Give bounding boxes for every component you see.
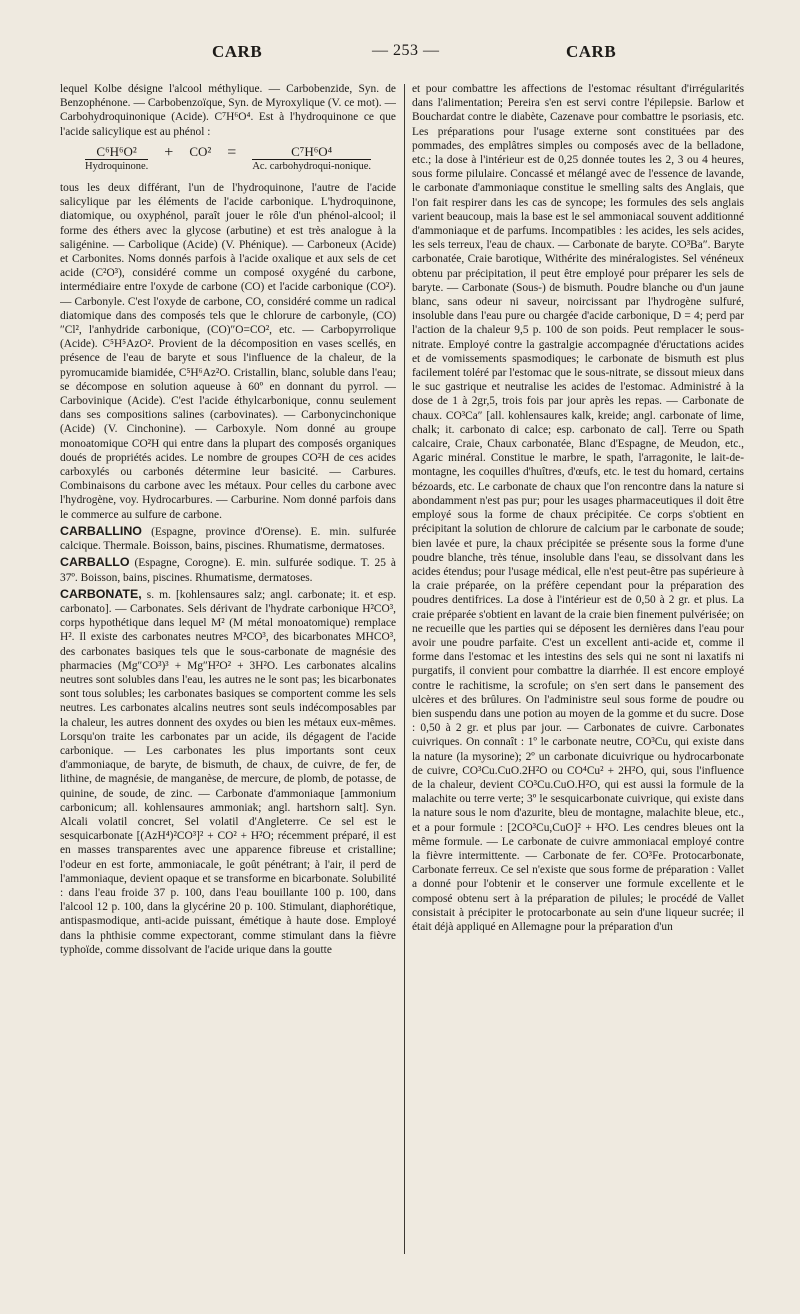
entry-headword: CARBALLO bbox=[60, 555, 130, 570]
entry-text: (Espagne, province d'Orense). E. min. sulfurée calcique. Thermale. Boisson, bains, piscines. Rhumatisme, dermatoses. bbox=[60, 525, 396, 553]
formula-lhs-caption: Hydroquinone. bbox=[84, 161, 149, 173]
entry-headword: CARBALLINO bbox=[60, 523, 142, 538]
formula-term bbox=[252, 145, 371, 173]
paragraph: lequel Kolbe désigne l'alcool méthylique. — Carbobenzide, Syn. de Benzophénone. — Carbobenzoïque, Syn. de Myroxylique (V. ce mot). — Carbohydroquinonique (Acide). C⁷H⁶O⁴. Est à l'hydroquinone ce que l'acide salicylique est au phénol : bbox=[60, 83, 396, 138]
formula-lhs: C⁶H⁶O² bbox=[96, 143, 137, 159]
formula-rhs-caption: Ac. carbohydroqui-nonique. bbox=[252, 161, 371, 173]
entry-text: s. m. [kohlensaures salz; angl. carbonate; it. et esp. carbonato]. — Carbonates. Sels dérivant de l'hydrate carbonique H²CO³, corps hypothétique dans lequel M² (M métal monoatomique) remplace H². Il existe des carbonates neutres M²CO³, des bicarbonates MHCO³, des carbonates basiques tels que le sous-carbonate de magnésie des pharmacies (Mg″CO³)³ + Mg″H²O² + 3H²O. Les carbonates alcalins neutres sont solubles dans l'eau, les autres ne le sont pas; les bicarbonates sont tous solubles; les carbonates basiques se comportent comme les sels neutres. Les carbonates alcalins neutres sont seuls indécomposables par la chaleur, les autres donnent des oxydes ou bien les métaux eux-mêmes. Lorsqu'on traite les carbonates par un acide, ils dégagent de l'acide carbonique. — Les carbonates les plus importants sont ceux d'ammoniaque, de baryte, de bismuth, de chaux, de cuivre, de fer, de lithine, de magnésie, de manganèse, de mercure, de plomb, de potasse, de quinine, de soude, de zinc. — Carbonate d'ammoniaque [ammonium carbonicum; all. kohlensaures ammoniak; angl. hartshorn salt]. Syn. Alcali volatil concret, Sel volatil d'Angleterre. Ce sel est le sesquicarbonate [(AzH⁴)²CO³]² + CO² + H²O; récemment préparé, il est en masses transparentes avec une apparence fibreuse et cristalline; l'odeur en est forte, ammoniacale, le goût pénétrant; à l'air, il perd de l'ammoniaque, devient opaque et se transforme en bicarbonate. Solubilité : dans l'eau froide 37 p. 100, dans l'eau bouillante 100 p. 100, dans l'alcool 12 p. 100, dans la glycérine 20 p. 100. Stimulant, diaphorétique, antispasmodique, anti-acide puissant, émétique à haute dose. Employé dans la phthisie comme expectorant, comme stimulant dans la fièvre typhoïde, comme dissolvant de l'acide urique dans la goutte bbox=[60, 588, 396, 956]
column-divider bbox=[404, 84, 405, 1254]
right-column bbox=[412, 82, 744, 1262]
formula-term bbox=[85, 145, 148, 173]
entry-carbonate bbox=[60, 587, 396, 957]
left-column bbox=[60, 82, 396, 1262]
reaction-formula bbox=[60, 145, 396, 173]
paragraph: et pour combattre les affections de l'estomac résultant d'irrégularités dans l'alimentation; Pereira s'en est servi contre l'épilepsie. Barlow et Bouchardat contre le diabète, Cazenave pour combattre le psoriasis, etc. Les préparations pour l'usage externe sont constituées par des pommades, des emplâtres simples ou composés avec de la belladone, etc.; la dose à l'intérieur est de 0,25 donnée toutes les 2, 3 ou 4 heures, sous forme pilulaire. Concassé et mélangé avec de l'essence de lavande, le carbonate d'ammoniaque constitue le smelling salts des Anglais, que l'on fait respirer dans les cas de syncope; les formules des sels anglais varient beaucoup, mais la base est le sel ammoniacal souvent additionné d'ammoniaque et de parfums. Incompatibles : les acides, les sels acides, les sels terreux, l'eau de chaux. — Carbonate de baryte. CO³Ba″. Baryte carbonatée, Craie barotique, Withérite des minéralogistes. Sel vénéneux obtenu par précipitation, il peut être employé pour préparer les sels de baryte. — Carbonate (Sous-) de bismuth. Poudre blanche ou d'un jaune blanc, sans odeur ni saveur, noircissant par l'hydrogène sulfuré, insoluble dans l'eau pure ou chargée d'acide carbonique, D = 4; perd par l'action de la chaleur 9,5 p. 100 de son poids. Peut remplacer le sous-nitrate. Employé contre la gastralgie accompagnée d'éructations acides et de vomissements spasmodiques; le carbonate de bismuth est plus facilement toléré par l'estomac que le sous-nitrate, se dissout mieux dans le suc gastrique et neutralise les acides de l'estomac. Administré à la dose de 1 à 2gr,5, trois fois par jour après les repas. — Carbonate de chaux. CO³Ca″ [all. kohlensaures kalk, kreide; angl. carbonate of lime, chalk; it. carbonato di calce; esp. carbonato de cal]. Terre ou Spath calcaire, Craie, Chaux carbonatée, Blanc d'Espagne, de Meudon, etc., Agaric minéral. Constitue le marbre, le spath, l'arragonite, le lait-de-montagne, les coquilles d'huîtres, d'œufs, etc. le test du homard, certains bézoards, etc. Le carbonate de chaux que l'on rencontre dans la nature si abondamment n'est pas pur; pour les usages pharmaceutiques il doit être employé sous la forme de chaux précipitée. Ce corps s'obtient en précipitant la solution de chlorure de calcium par le carbonate de soude; bien lavée et pure, la chaux précipitée se présente sous la forme d'une poudre blanche, très ténue, insoluble dans l'eau, se dissolvant dans les acides étendus; pour l'usage médical, elle n'est peut-être pas supérieure à la craie préparée, on la préfère cependant pour la préparation des poudres dentifrices. La dose à l'intérieur est de 0,50 à 2 gr. et plus. La craie préparée s'obtient en lavant de la craie bien finement pulvérisée; on ne recueille que les parties qui se déposent les dernières dans l'eau pour avoir une poudre parfaite. C'est un excellent anti-acide et, comme il forme dans l'estomac et les intestins des sels qui ne sont ni laxatifs ni purgatifs, il convient pour combattre la diarrhée. Il est encore employé contre le rachitisme, la scrofule; on s'en sert dans le pansement des ulcères et des brûlures. On l'administre seul sous forme de poudre ou bien suspendu dans une potion au moyen de la gomme et du sucre. Dose : 0,50 à 2 gr. et plus par jour. — Carbonates de cuivre. Carbonates cuivriques. On connaît : 1º le carbonate neutre, CO³Cu, qui existe dans la nature (la mysorine); 2º un carbonate dicuivrique ou hydrocarbonate de cuivre, CO³Cu.CuO.2H²O ou CO⁴Cu² + 2H²O, qui, sous l'influence de la chaleur, devient CO³Cu.CuO.H²O, qui est aussi la formule de la malachite ou terre verte; 3º le sesquicarbonate cuivrique, qui existe dans la nature sous le nom d'azurite, bleu de montagne, malachite bleue, etc., et a pour formule : [2CO³Cu,CuO]² + H²O. Les cendres bleues ont la même formule. — Le carbonate de cuivre ammoniacal employé contre la fièvre intermittente. — Carbonate de fer. CO³Fe. Protocarbonate, Carbonate ferreux. Ce sel n'existe que sous forme de préparation : Vallet a donné pour l'obtenir et le conserver une formule excellente et le composé obtenu sert à la préparation de pilules; le procédé de Vallet consistait à précipiter le protocarbonate au sein d'une liqueur sucrée; il était déjà appliqué en Allemagne pour la préparation d'un bbox=[412, 83, 744, 933]
running-head-right: CARB bbox=[566, 42, 617, 61]
paragraph: tous les deux différant, l'un de l'hydroquinone, l'autre de l'acide salicylique par les éléments de l'acide carbonique. L'hydroquinone, diatomique, ou oxyphénol, paraît jouer le rôle d'un phénol-alcool; il forme des éthers avec la glycose (arbutine) et est très analogue à la saligénine. — Carbolique (Acide) (V. Phénique). — Carboneux (Acide) et Carbonites. Noms donnés parfois à l'acide oxalique et aux sels de cet acide (C²O³), considéré comme un composé oxygéné du carbone, intermédiaire entre l'oxyde de carbone (CO) et l'acide carbonique (CO²). — Carbonyle. C'est l'oxyde de carbone, CO, considéré comme un radical diatomique dans des composés tels que le chlorure de carbonyle, (CO)″Cl², l'anhydride carbonique, (CO)″O=CO², etc. — Carbopyrrolique (Acide). C⁵H⁵AzO². Provient de la décomposition en vases scellés, en présence de l'eau de baryte et sous l'influence de la chaleur, de la pyromucamide biamidée, C⁵H⁶Az²O. Cristallin, blanc, soluble dans l'eau; se décompose en solution aqueuse à 60º en donnant du pyrrol. — Carbovinique (Acide). C'est l'acide éthylcarbonique, connu seulement dans ses compositions salines (carbovinates). — Carbonycinchonique (Acide) (V. Cinchonine). — Carboxyle. Nom donné au groupe monoatomique CO²H qui entre dans la plupart des composés organiques doués de propriétés acides. Le nombre de groupes CO²H de ces acides carboxylés ou carbonés détermine leur basicité. — Carbures. Combinaisons du carbone avec les métaux. Pour celles du carbone avec l'hydrogène, voy. Hydrocarbures. — Carburine. Nom donné parfois dans le commerce au sulfure de carbone. bbox=[60, 182, 396, 521]
entry-headword: CARBONATE, bbox=[60, 586, 142, 601]
running-head-left: CARB bbox=[212, 42, 263, 61]
entry-text: (Espagne, Corogne). E. min. sulfurée sodique. T. 25 à 37º. Boisson, bains, piscines. Rhumatisme, dermatoses. bbox=[60, 557, 396, 584]
formula-rhs: C⁷H⁶O⁴ bbox=[291, 143, 333, 159]
entry-carballino bbox=[60, 524, 396, 553]
formula-equals: = bbox=[227, 143, 237, 161]
page-number: — 253 — bbox=[372, 42, 440, 59]
formula-plus: + bbox=[164, 143, 174, 161]
entry-carballo bbox=[60, 555, 396, 584]
formula-co2: CO² bbox=[189, 143, 212, 159]
